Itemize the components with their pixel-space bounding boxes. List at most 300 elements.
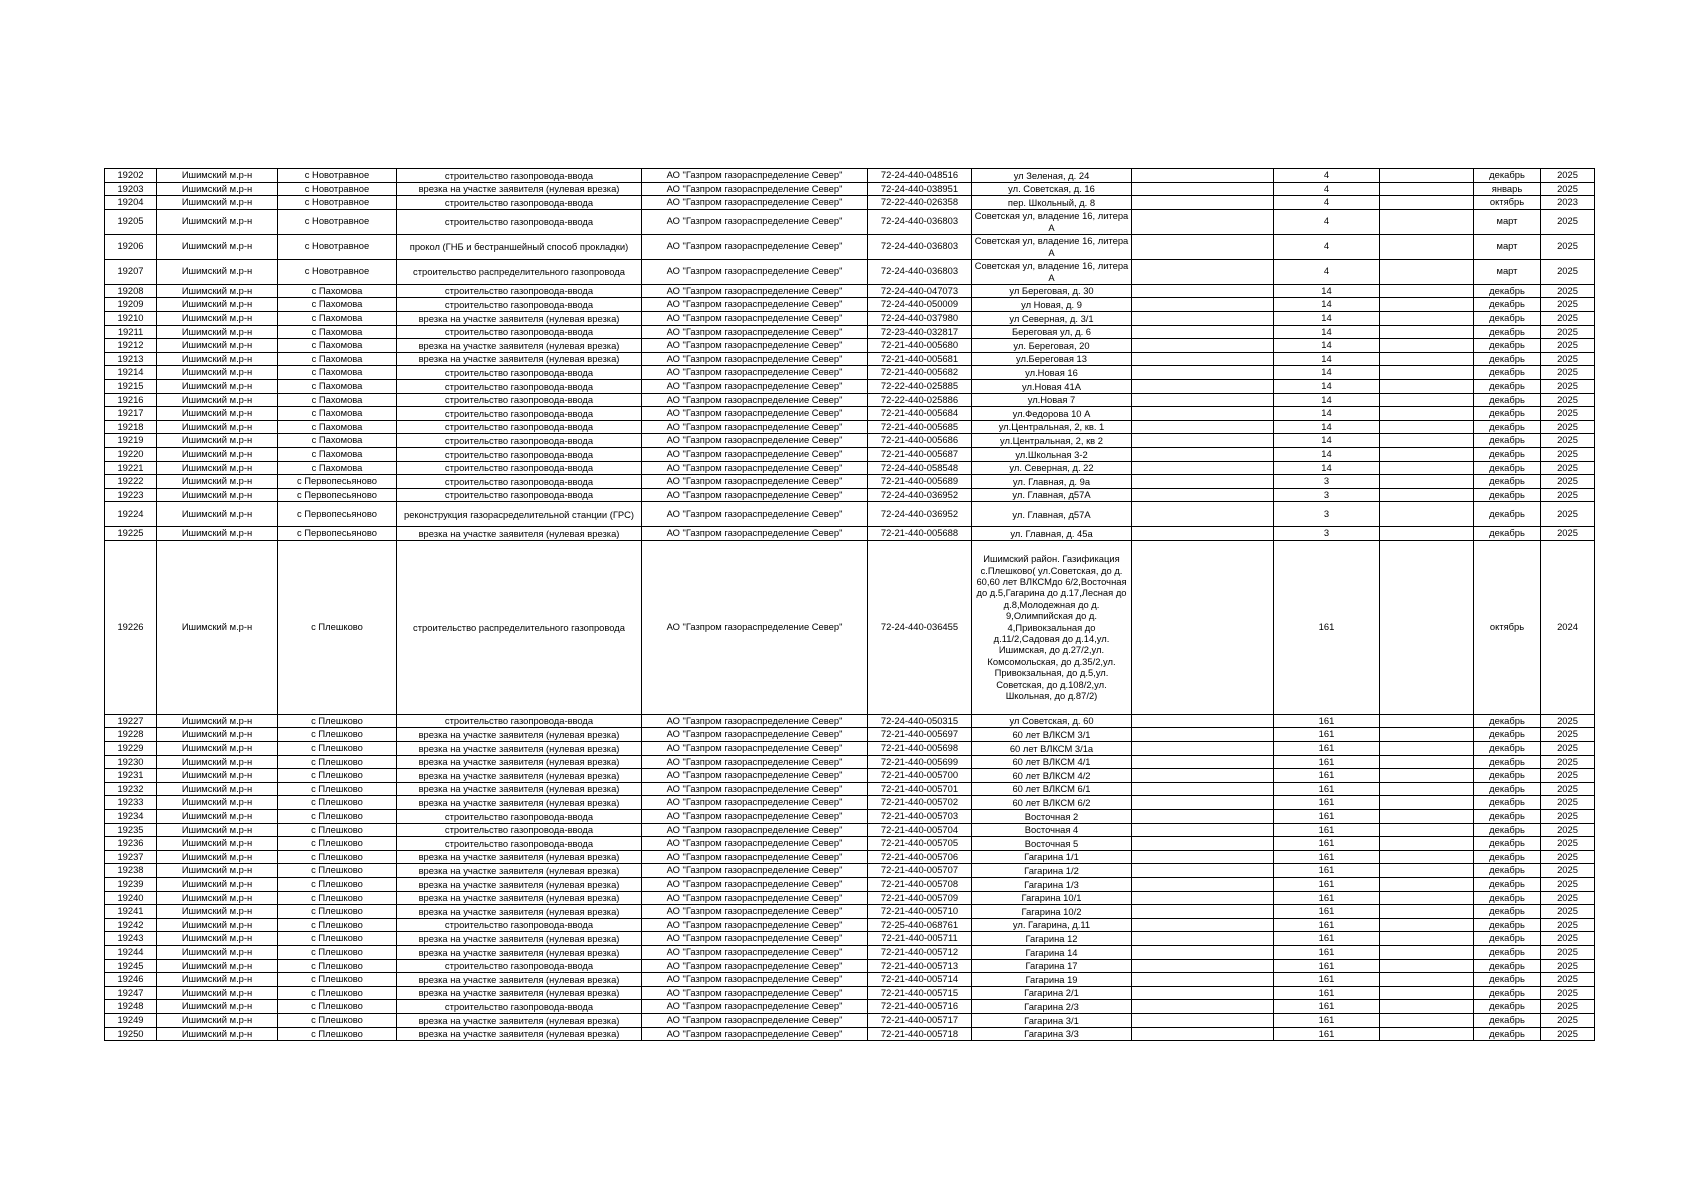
cell-month: декабрь bbox=[1474, 837, 1541, 851]
cell-year: 2025 bbox=[1541, 298, 1595, 312]
cell-application-number: 72-21-440-005700 bbox=[868, 769, 972, 783]
cell-application-number: 72-21-440-005682 bbox=[868, 366, 972, 380]
cell-empty-col bbox=[1132, 298, 1274, 312]
cell-settlement: с Плешково bbox=[278, 850, 397, 864]
cell-empty-col bbox=[1132, 769, 1274, 783]
cell-empty-col-2 bbox=[1380, 714, 1474, 728]
cell-empty-col bbox=[1132, 352, 1274, 366]
cell-address: ул. Главная, д57А bbox=[972, 488, 1132, 502]
cell-district: Ишимский м.р-н bbox=[157, 918, 278, 932]
cell-month: октябрь bbox=[1474, 196, 1541, 210]
cell-work-type: строительство распределительного газопровода bbox=[397, 540, 642, 714]
cell-year: 2025 bbox=[1541, 782, 1595, 796]
cell-address: ул.Центральная, 2, кв 2 bbox=[972, 434, 1132, 448]
cell-application-number: 72-22-440-026358 bbox=[868, 196, 972, 210]
cell-settlement: с Плешково bbox=[278, 973, 397, 987]
cell-month: декабрь bbox=[1474, 434, 1541, 448]
cell-address: 60 лет ВЛКСМ 6/1 bbox=[972, 782, 1132, 796]
cell-empty-col-2 bbox=[1380, 973, 1474, 987]
cell-company: АО "Газпром газораспределение Север" bbox=[642, 311, 868, 325]
cell-row-number: 19213 bbox=[105, 352, 157, 366]
cell-empty-col bbox=[1132, 742, 1274, 756]
cell-application-number: 72-21-440-005703 bbox=[868, 810, 972, 824]
cell-district: Ишимский м.р-н bbox=[157, 366, 278, 380]
cell-gas-count: 161 bbox=[1274, 878, 1380, 892]
cell-gas-count: 161 bbox=[1274, 540, 1380, 714]
cell-empty-col-2 bbox=[1380, 339, 1474, 353]
cell-application-number: 72-24-440-036803 bbox=[868, 234, 972, 259]
cell-gas-count: 161 bbox=[1274, 1013, 1380, 1027]
cell-district: Ишимский м.р-н bbox=[157, 488, 278, 502]
cell-empty-col-2 bbox=[1380, 475, 1474, 489]
cell-work-type: строительство газопровода-ввода bbox=[397, 407, 642, 421]
cell-year: 2025 bbox=[1541, 182, 1595, 196]
cell-address: 60 лет ВЛКСМ 3/1 bbox=[972, 728, 1132, 742]
cell-settlement: с Новотравное bbox=[278, 259, 397, 284]
cell-year: 2025 bbox=[1541, 366, 1595, 380]
cell-gas-count: 4 bbox=[1274, 234, 1380, 259]
cell-settlement: с Пахомова bbox=[278, 311, 397, 325]
cell-work-type: строительство газопровода-ввода bbox=[397, 420, 642, 434]
cell-address: Гагарина 1/2 bbox=[972, 864, 1132, 878]
cell-empty-col-2 bbox=[1380, 298, 1474, 312]
cell-gas-count: 4 bbox=[1274, 182, 1380, 196]
cell-application-number: 72-21-440-005689 bbox=[868, 475, 972, 489]
cell-gas-count: 3 bbox=[1274, 488, 1380, 502]
cell-district: Ишимский м.р-н bbox=[157, 169, 278, 183]
cell-district: Ишимский м.р-н bbox=[157, 932, 278, 946]
cell-application-number: 72-23-440-032817 bbox=[868, 325, 972, 339]
cell-gas-count: 14 bbox=[1274, 447, 1380, 461]
cell-row-number: 19224 bbox=[105, 502, 157, 527]
cell-application-number: 72-21-440-005697 bbox=[868, 728, 972, 742]
cell-company: АО "Газпром газораспределение Север" bbox=[642, 918, 868, 932]
cell-row-number: 19218 bbox=[105, 420, 157, 434]
cell-row-number: 19238 bbox=[105, 864, 157, 878]
cell-gas-count: 14 bbox=[1274, 284, 1380, 298]
cell-address: ул. Главная, д. 45а bbox=[972, 527, 1132, 541]
cell-application-number: 72-21-440-005702 bbox=[868, 796, 972, 810]
cell-empty-col-2 bbox=[1380, 284, 1474, 298]
cell-row-number: 19235 bbox=[105, 823, 157, 837]
cell-settlement: с Новотравное bbox=[278, 196, 397, 210]
cell-empty-col-2 bbox=[1380, 878, 1474, 892]
cell-gas-count: 3 bbox=[1274, 475, 1380, 489]
table-row bbox=[105, 196, 1595, 210]
cell-year: 2025 bbox=[1541, 945, 1595, 959]
cell-application-number: 72-21-440-005706 bbox=[868, 850, 972, 864]
cell-company: АО "Газпром газораспределение Север" bbox=[642, 878, 868, 892]
cell-year: 2023 bbox=[1541, 196, 1595, 210]
table-row bbox=[105, 714, 1595, 728]
cell-company: АО "Газпром газораспределение Север" bbox=[642, 298, 868, 312]
cell-district: Ишимский м.р-н bbox=[157, 234, 278, 259]
cell-application-number: 72-21-440-005681 bbox=[868, 352, 972, 366]
cell-month: декабрь bbox=[1474, 311, 1541, 325]
cell-row-number: 19217 bbox=[105, 407, 157, 421]
cell-settlement: с Новотравное bbox=[278, 182, 397, 196]
cell-address: ул. Северная, д. 22 bbox=[972, 461, 1132, 475]
cell-settlement: с Первопесьяново bbox=[278, 527, 397, 541]
cell-application-number: 72-21-440-005688 bbox=[868, 527, 972, 541]
cell-row-number: 19245 bbox=[105, 959, 157, 973]
cell-empty-col bbox=[1132, 905, 1274, 919]
cell-district: Ишимский м.р-н bbox=[157, 769, 278, 783]
table-row bbox=[105, 407, 1595, 421]
cell-district: Ишимский м.р-н bbox=[157, 1027, 278, 1041]
cell-empty-col-2 bbox=[1380, 755, 1474, 769]
cell-empty-col bbox=[1132, 475, 1274, 489]
cell-row-number: 19214 bbox=[105, 366, 157, 380]
cell-address: ул. Гагарина, д.11 bbox=[972, 918, 1132, 932]
cell-application-number: 72-21-440-005698 bbox=[868, 742, 972, 756]
cell-row-number: 19244 bbox=[105, 945, 157, 959]
cell-settlement: с Пахомова bbox=[278, 298, 397, 312]
cell-company: АО "Газпром газораспределение Север" bbox=[642, 1027, 868, 1041]
cell-month: декабрь bbox=[1474, 475, 1541, 489]
cell-district: Ишимский м.р-н bbox=[157, 959, 278, 973]
cell-year: 2025 bbox=[1541, 742, 1595, 756]
table-row bbox=[105, 1013, 1595, 1027]
cell-empty-col-2 bbox=[1380, 325, 1474, 339]
cell-row-number: 19243 bbox=[105, 932, 157, 946]
cell-company: АО "Газпром газораспределение Север" bbox=[642, 325, 868, 339]
table-row bbox=[105, 475, 1595, 489]
cell-row-number: 19216 bbox=[105, 393, 157, 407]
cell-district: Ишимский м.р-н bbox=[157, 259, 278, 284]
table-row bbox=[105, 527, 1595, 541]
cell-empty-col-2 bbox=[1380, 420, 1474, 434]
cell-gas-count: 14 bbox=[1274, 366, 1380, 380]
table-row bbox=[105, 905, 1595, 919]
cell-year: 2025 bbox=[1541, 259, 1595, 284]
cell-application-number: 72-24-440-036952 bbox=[868, 502, 972, 527]
cell-work-type: врезка на участке заявителя (нулевая врезка) bbox=[397, 945, 642, 959]
cell-address: пер. Школьный, д. 8 bbox=[972, 196, 1132, 210]
cell-application-number: 72-21-440-005684 bbox=[868, 407, 972, 421]
cell-empty-col bbox=[1132, 714, 1274, 728]
cell-district: Ишимский м.р-н bbox=[157, 182, 278, 196]
cell-empty-col bbox=[1132, 502, 1274, 527]
cell-application-number: 72-21-440-005712 bbox=[868, 945, 972, 959]
cell-company: АО "Газпром газораспределение Север" bbox=[642, 823, 868, 837]
cell-work-type: строительство газопровода-ввода bbox=[397, 434, 642, 448]
cell-application-number: 72-21-440-005709 bbox=[868, 891, 972, 905]
cell-empty-col bbox=[1132, 1027, 1274, 1041]
cell-work-type: прокол (ГНБ и бестраншейный способ прокладки) bbox=[397, 234, 642, 259]
cell-settlement: с Пахомова bbox=[278, 352, 397, 366]
cell-empty-col bbox=[1132, 461, 1274, 475]
cell-year: 2025 bbox=[1541, 461, 1595, 475]
cell-empty-col bbox=[1132, 196, 1274, 210]
cell-settlement: с Пахомова bbox=[278, 284, 397, 298]
cell-year: 2025 bbox=[1541, 1000, 1595, 1014]
cell-settlement: с Пахомова bbox=[278, 339, 397, 353]
cell-settlement: с Плешково bbox=[278, 796, 397, 810]
cell-month: декабрь bbox=[1474, 850, 1541, 864]
cell-row-number: 19250 bbox=[105, 1027, 157, 1041]
cell-row-number: 19249 bbox=[105, 1013, 157, 1027]
cell-month: декабрь bbox=[1474, 169, 1541, 183]
cell-row-number: 19215 bbox=[105, 379, 157, 393]
cell-address: Гагарина 3/1 bbox=[972, 1013, 1132, 1027]
cell-district: Ишимский м.р-н bbox=[157, 352, 278, 366]
cell-empty-col bbox=[1132, 169, 1274, 183]
cell-address: Советская ул, владение 16, литера А bbox=[972, 259, 1132, 284]
cell-gas-count: 3 bbox=[1274, 502, 1380, 527]
cell-gas-count: 161 bbox=[1274, 810, 1380, 824]
table-row bbox=[105, 918, 1595, 932]
cell-work-type: строительство газопровода-ввода bbox=[397, 714, 642, 728]
cell-application-number: 72-24-440-036803 bbox=[868, 209, 972, 234]
cell-address: ул Зеленая, д. 24 bbox=[972, 169, 1132, 183]
cell-work-type: врезка на участке заявителя (нулевая врезка) bbox=[397, 769, 642, 783]
table-row bbox=[105, 796, 1595, 810]
cell-application-number: 72-21-440-005716 bbox=[868, 1000, 972, 1014]
table-row bbox=[105, 393, 1595, 407]
cell-year: 2025 bbox=[1541, 475, 1595, 489]
cell-application-number: 72-21-440-005705 bbox=[868, 837, 972, 851]
cell-company: АО "Газпром газораспределение Север" bbox=[642, 339, 868, 353]
cell-gas-count: 161 bbox=[1274, 796, 1380, 810]
cell-month: январь bbox=[1474, 182, 1541, 196]
table-row bbox=[105, 366, 1595, 380]
cell-empty-col-2 bbox=[1380, 782, 1474, 796]
table-row bbox=[105, 1027, 1595, 1041]
cell-district: Ишимский м.р-н bbox=[157, 420, 278, 434]
cell-empty-col bbox=[1132, 837, 1274, 851]
cell-month: декабрь bbox=[1474, 823, 1541, 837]
cell-work-type: врезка на участке заявителя (нулевая врезка) bbox=[397, 973, 642, 987]
cell-company: АО "Газпром газораспределение Север" bbox=[642, 810, 868, 824]
cell-company: АО "Газпром газораспределение Север" bbox=[642, 945, 868, 959]
cell-empty-col-2 bbox=[1380, 461, 1474, 475]
cell-company: АО "Газпром газораспределение Север" bbox=[642, 352, 868, 366]
cell-address: Гагарина 1/3 bbox=[972, 878, 1132, 892]
cell-empty-col-2 bbox=[1380, 366, 1474, 380]
cell-row-number: 19242 bbox=[105, 918, 157, 932]
cell-company: АО "Газпром газораспределение Север" bbox=[642, 728, 868, 742]
cell-gas-count: 14 bbox=[1274, 461, 1380, 475]
cell-month: декабрь bbox=[1474, 796, 1541, 810]
cell-settlement: с Пахомова bbox=[278, 461, 397, 475]
cell-address: Гагарина 2/1 bbox=[972, 986, 1132, 1000]
cell-year: 2025 bbox=[1541, 325, 1595, 339]
cell-row-number: 19236 bbox=[105, 837, 157, 851]
table-row bbox=[105, 850, 1595, 864]
cell-row-number: 19233 bbox=[105, 796, 157, 810]
cell-address: ул. Советская, д. 16 bbox=[972, 182, 1132, 196]
cell-row-number: 19234 bbox=[105, 810, 157, 824]
cell-gas-count: 161 bbox=[1274, 864, 1380, 878]
cell-application-number: 72-21-440-005711 bbox=[868, 932, 972, 946]
cell-empty-col-2 bbox=[1380, 810, 1474, 824]
cell-row-number: 19222 bbox=[105, 475, 157, 489]
cell-district: Ишимский м.р-н bbox=[157, 379, 278, 393]
cell-address: ул.Новая 41А bbox=[972, 379, 1132, 393]
cell-company: АО "Газпром газораспределение Север" bbox=[642, 366, 868, 380]
cell-row-number: 19204 bbox=[105, 196, 157, 210]
cell-settlement: с Пахомова bbox=[278, 393, 397, 407]
cell-empty-col-2 bbox=[1380, 742, 1474, 756]
cell-year: 2025 bbox=[1541, 1027, 1595, 1041]
cell-district: Ишимский м.р-н bbox=[157, 502, 278, 527]
cell-settlement: с Плешково bbox=[278, 891, 397, 905]
cell-district: Ишимский м.р-н bbox=[157, 755, 278, 769]
table-row bbox=[105, 810, 1595, 824]
cell-district: Ишимский м.р-н bbox=[157, 810, 278, 824]
cell-application-number: 72-21-440-005713 bbox=[868, 959, 972, 973]
cell-company: АО "Газпром газораспределение Север" bbox=[642, 209, 868, 234]
cell-row-number: 19248 bbox=[105, 1000, 157, 1014]
cell-company: АО "Газпром газораспределение Север" bbox=[642, 986, 868, 1000]
cell-company: АО "Газпром газораспределение Север" bbox=[642, 864, 868, 878]
table-row bbox=[105, 234, 1595, 259]
cell-work-type: строительство газопровода-ввода bbox=[397, 393, 642, 407]
cell-row-number: 19225 bbox=[105, 527, 157, 541]
cell-empty-col-2 bbox=[1380, 407, 1474, 421]
cell-empty-col bbox=[1132, 973, 1274, 987]
cell-settlement: с Пахомова bbox=[278, 434, 397, 448]
table-row bbox=[105, 209, 1595, 234]
cell-year: 2025 bbox=[1541, 714, 1595, 728]
cell-company: АО "Газпром газораспределение Север" bbox=[642, 714, 868, 728]
cell-work-type: строительство газопровода-ввода bbox=[397, 837, 642, 851]
cell-month: декабрь bbox=[1474, 502, 1541, 527]
table-row bbox=[105, 782, 1595, 796]
cell-gas-count: 161 bbox=[1274, 891, 1380, 905]
cell-settlement: с Плешково bbox=[278, 932, 397, 946]
cell-month: декабрь bbox=[1474, 973, 1541, 987]
cell-company: АО "Газпром газораспределение Север" bbox=[642, 796, 868, 810]
cell-settlement: с Первопесьяново bbox=[278, 502, 397, 527]
cell-row-number: 19247 bbox=[105, 986, 157, 1000]
cell-gas-count: 14 bbox=[1274, 325, 1380, 339]
cell-row-number: 19240 bbox=[105, 891, 157, 905]
cell-month: декабрь bbox=[1474, 986, 1541, 1000]
cell-address: Гагарина 10/2 bbox=[972, 905, 1132, 919]
cell-empty-col bbox=[1132, 259, 1274, 284]
cell-gas-count: 161 bbox=[1274, 945, 1380, 959]
table-row bbox=[105, 284, 1595, 298]
table-row bbox=[105, 298, 1595, 312]
table-row bbox=[105, 461, 1595, 475]
cell-settlement: с Пахомова bbox=[278, 325, 397, 339]
cell-address: ул. Главная, д. 9а bbox=[972, 475, 1132, 489]
cell-district: Ишимский м.р-н bbox=[157, 714, 278, 728]
cell-row-number: 19219 bbox=[105, 434, 157, 448]
cell-row-number: 19246 bbox=[105, 973, 157, 987]
cell-settlement: с Плешково bbox=[278, 742, 397, 756]
cell-year: 2025 bbox=[1541, 234, 1595, 259]
table-row bbox=[105, 1000, 1595, 1014]
cell-month: декабрь bbox=[1474, 810, 1541, 824]
cell-work-type: врезка на участке заявителя (нулевая врезка) bbox=[397, 782, 642, 796]
table-body bbox=[105, 169, 1595, 1041]
cell-empty-col-2 bbox=[1380, 1000, 1474, 1014]
cell-district: Ишимский м.р-н bbox=[157, 905, 278, 919]
cell-work-type: строительство газопровода-ввода bbox=[397, 918, 642, 932]
cell-company: АО "Газпром газораспределение Север" bbox=[642, 1013, 868, 1027]
cell-application-number: 72-24-440-047073 bbox=[868, 284, 972, 298]
cell-application-number: 72-21-440-005680 bbox=[868, 339, 972, 353]
cell-year: 2024 bbox=[1541, 540, 1595, 714]
table-row bbox=[105, 932, 1595, 946]
cell-empty-col bbox=[1132, 379, 1274, 393]
cell-work-type: врезка на участке заявителя (нулевая врезка) bbox=[397, 796, 642, 810]
cell-company: АО "Газпром газораспределение Север" bbox=[642, 527, 868, 541]
cell-row-number: 19207 bbox=[105, 259, 157, 284]
cell-month: декабрь bbox=[1474, 298, 1541, 312]
cell-year: 2025 bbox=[1541, 434, 1595, 448]
cell-company: АО "Газпром газораспределение Север" bbox=[642, 959, 868, 973]
cell-company: АО "Газпром газораспределение Север" bbox=[642, 755, 868, 769]
cell-empty-col-2 bbox=[1380, 945, 1474, 959]
cell-district: Ишимский м.р-н bbox=[157, 1000, 278, 1014]
cell-work-type: врезка на участке заявителя (нулевая врезка) bbox=[397, 182, 642, 196]
cell-settlement: с Плешково bbox=[278, 905, 397, 919]
cell-empty-col bbox=[1132, 864, 1274, 878]
cell-company: АО "Газпром газораспределение Север" bbox=[642, 488, 868, 502]
cell-gas-count: 14 bbox=[1274, 311, 1380, 325]
cell-settlement: с Плешково bbox=[278, 782, 397, 796]
cell-month: декабрь bbox=[1474, 488, 1541, 502]
cell-company: АО "Газпром газораспределение Север" bbox=[642, 540, 868, 714]
cell-address: 60 лет ВЛКСМ 4/2 bbox=[972, 769, 1132, 783]
table-row bbox=[105, 502, 1595, 527]
cell-empty-col-2 bbox=[1380, 837, 1474, 851]
cell-application-number: 72-21-440-005707 bbox=[868, 864, 972, 878]
cell-empty-col-2 bbox=[1380, 502, 1474, 527]
cell-row-number: 19205 bbox=[105, 209, 157, 234]
cell-district: Ишимский м.р-н bbox=[157, 782, 278, 796]
cell-company: АО "Газпром газораспределение Север" bbox=[642, 169, 868, 183]
cell-year: 2025 bbox=[1541, 959, 1595, 973]
table-row bbox=[105, 169, 1595, 183]
cell-work-type: строительство газопровода-ввода bbox=[397, 169, 642, 183]
cell-empty-col bbox=[1132, 209, 1274, 234]
cell-month: декабрь bbox=[1474, 379, 1541, 393]
cell-district: Ишимский м.р-н bbox=[157, 209, 278, 234]
cell-company: АО "Газпром газораспределение Север" bbox=[642, 284, 868, 298]
cell-row-number: 19229 bbox=[105, 742, 157, 756]
cell-year: 2025 bbox=[1541, 891, 1595, 905]
cell-settlement: с Плешково bbox=[278, 769, 397, 783]
cell-empty-col-2 bbox=[1380, 932, 1474, 946]
cell-year: 2025 bbox=[1541, 850, 1595, 864]
cell-work-type: строительство газопровода-ввода bbox=[397, 959, 642, 973]
table-row bbox=[105, 742, 1595, 756]
cell-address: Гагарина 12 bbox=[972, 932, 1132, 946]
cell-gas-count: 14 bbox=[1274, 420, 1380, 434]
cell-row-number: 19237 bbox=[105, 850, 157, 864]
table-row bbox=[105, 769, 1595, 783]
cell-district: Ишимский м.р-н bbox=[157, 434, 278, 448]
cell-address: Береговая ул, д. 6 bbox=[972, 325, 1132, 339]
cell-empty-col-2 bbox=[1380, 728, 1474, 742]
cell-work-type: строительство газопровода-ввода bbox=[397, 447, 642, 461]
cell-month: декабрь bbox=[1474, 742, 1541, 756]
cell-district: Ишимский м.р-н bbox=[157, 527, 278, 541]
cell-application-number: 72-21-440-005686 bbox=[868, 434, 972, 448]
cell-month: декабрь bbox=[1474, 325, 1541, 339]
table-row bbox=[105, 823, 1595, 837]
cell-year: 2025 bbox=[1541, 169, 1595, 183]
cell-year: 2025 bbox=[1541, 209, 1595, 234]
cell-address: Советская ул, владение 16, литера А bbox=[972, 234, 1132, 259]
cell-empty-col bbox=[1132, 891, 1274, 905]
cell-empty-col-2 bbox=[1380, 352, 1474, 366]
